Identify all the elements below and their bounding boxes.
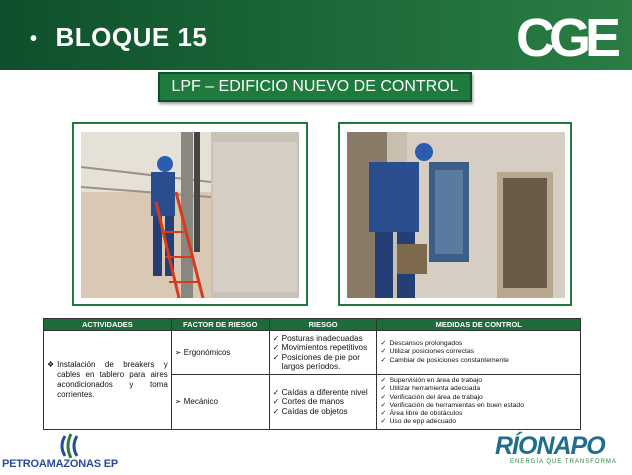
riesgo-cell: [269, 331, 377, 375]
list-item: ✓ Posiciones de pie por largos períodos.: [273, 353, 374, 372]
rionapo-tagline: ENERGÍA QUE TRANSFORMA: [510, 459, 617, 465]
risk-table: [43, 318, 581, 430]
list-item: ✓ Caídas a diferente nivel: [273, 388, 374, 398]
header-medidas: MEDIDAS DE CONTROL: [377, 319, 581, 331]
list-item: ✓ Uso de epp adecuado: [380, 418, 577, 426]
list-item: ✓ Cambiar de posiciones constantemente: [380, 357, 577, 365]
riesgo-cell: [269, 375, 377, 430]
title-bullet: •: [30, 27, 38, 50]
header-riesgo: RIESGO: [269, 319, 377, 331]
factor-label: Mecánico: [183, 397, 218, 407]
slide-title: [30, 22, 207, 53]
list-item: ✓ Verificación de herramientas en buen estado: [380, 402, 577, 410]
factor-label: Ergonómicos: [183, 348, 231, 357]
cge-logo: [516, 8, 628, 64]
list-item: ✓ Cortes de manos: [273, 397, 374, 407]
photo-worker-ladder: [72, 122, 308, 306]
table-row: [44, 331, 581, 375]
list-item: ✓ Área libre de obstáculos: [380, 410, 577, 418]
list-item: ✓ Descansos prolongados: [380, 340, 577, 348]
list-item: ✓ Utilizar posiciones correctas: [380, 348, 577, 356]
activity-text: Instalación de breakers y cables en tablero para aires acondicionados y toma corrientes.: [57, 359, 168, 399]
arrow-bullet-icon: ➢: [174, 348, 182, 357]
cge-logo-text: CGE: [516, 8, 616, 64]
factor-cell: [171, 331, 269, 375]
list-item: ✓ Utilizar herramienta adecuada: [380, 385, 577, 393]
title-text: BLOQUE 15: [55, 22, 208, 52]
list-item: ✓ Verificación del área de trabajo: [380, 394, 577, 402]
list-item: ✓ Supervisión en área de trabajo: [380, 377, 577, 385]
photo-worker-panel: [338, 122, 572, 306]
medidas-cell: [377, 331, 581, 375]
photo-worker-ladder-image: [81, 132, 299, 298]
rionapo-logo-text: RÍONAPO: [495, 432, 605, 460]
diamond-bullet-icon: ❖: [47, 359, 55, 369]
table-header-row: [44, 319, 581, 331]
list-item: ✓ Movimientos repetitivos: [273, 343, 374, 353]
list-item: ✓ Caídas de objetos: [273, 407, 374, 417]
list-item: ✓ Posturas inadecuadas: [273, 334, 374, 344]
photo-worker-panel-image: [347, 132, 565, 298]
activity-cell: [44, 331, 172, 430]
section-subtitle: LPF – EDIFICIO NUEVO DE CONTROL: [158, 72, 472, 102]
header-banner: [0, 0, 632, 70]
petroamazonas-logo-text: PETROAMAZONAS EP: [2, 458, 118, 470]
arrow-bullet-icon: ➢: [174, 397, 182, 407]
header-factor: FACTOR DE RIESGO: [171, 319, 269, 331]
medidas-cell: [377, 375, 581, 430]
header-actividades: ACTIVIDADES: [44, 319, 172, 331]
factor-cell: [171, 375, 269, 430]
